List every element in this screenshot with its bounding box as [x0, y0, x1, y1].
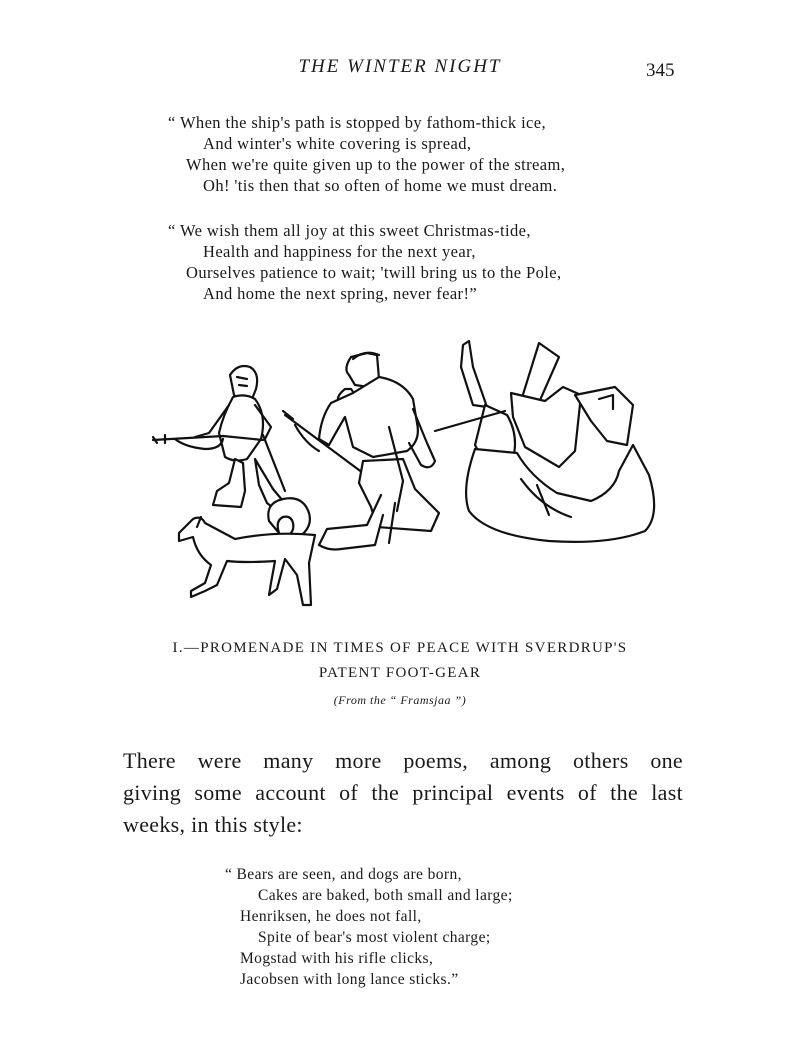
verse-line: Spite of bear's most violent charge; [258, 929, 491, 946]
figure-dog [179, 498, 315, 605]
verse-line: And home the next spring, never fear!” [203, 284, 478, 303]
verse-line: Health and happiness for the next year, [203, 242, 476, 261]
verse-line: “ We wish them all joy at this sweet Christmas-tide, [168, 221, 531, 240]
page-number: 345 [646, 60, 675, 81]
verse-line: Jacobsen with long lance sticks.” [240, 971, 459, 988]
figure-fallen-man [435, 341, 654, 542]
illustration-promenade [145, 335, 675, 625]
paragraph-line: weeks, in this style: [123, 812, 303, 837]
verse-line: “ Bears are seen, and dogs are born, [225, 866, 462, 883]
running-title: THE WINTER NIGHT [298, 56, 502, 77]
figure-caption-line-1: I.—PROMENADE IN TIMES OF PEACE WITH SVERDRUP'S [172, 640, 628, 656]
figure-caption-line-2: PATENT FOOT-GEAR [318, 665, 482, 681]
figure-hooded-man [153, 366, 285, 511]
verse-line: Ourselves patience to wait; 'twill bring us to the Pole, [186, 263, 562, 282]
verse-line: Oh! 'tis then that so often of home we must dream. [203, 176, 558, 195]
verse-line: When we're quite given up to the power of the stream, [186, 155, 566, 174]
paragraph-line: giving some account of the principal events of the last [123, 780, 683, 805]
verse-line: Henriksen, he does not fall, [240, 908, 422, 925]
figure-source-note: (From the “ Framsjaa ”) [333, 693, 467, 707]
verse-line: “ When the ship's path is stopped by fathom-thick ice, [168, 113, 547, 132]
verse-line: And winter's white covering is spread, [203, 134, 472, 153]
verse-line: Mogstad with his rifle clicks, [240, 950, 434, 967]
verse-line: Cakes are baked, both small and large; [258, 887, 513, 904]
paragraph-line: There were many more poems, among others one [123, 748, 683, 773]
